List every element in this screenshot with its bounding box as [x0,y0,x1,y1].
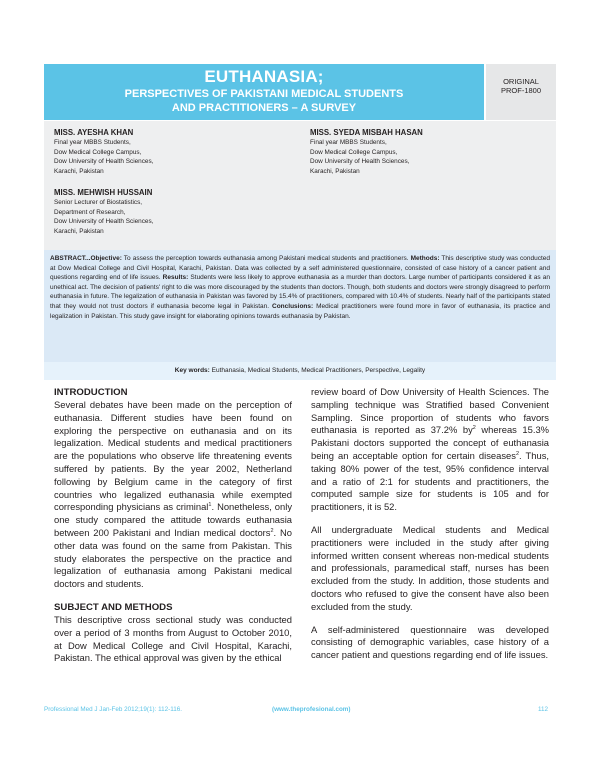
footer-website: (www.theprofesional.com) [272,706,351,713]
inclusion-paragraph: All undergraduate Medical students and Medical practitioners were included in the study after giving informed written consent whereas non-medical students and professionals, paramedical staff, nurses has been excluded from the study. In addition, those students and doctors who refused to give the consent have also been excluded from the study. [311,523,549,612]
author-affiliation-line: Karachi, Pakistan [54,167,104,175]
author-affiliation-line: Dow University of Health Sciences, [54,158,154,166]
abstract-label: ABSTRACT... [50,255,91,262]
author-name: MISS. MEHWISH HUSSAIN [54,188,153,197]
citation-ref: 2 [515,450,519,457]
author-name: MISS. SYEDA MISBAH HASAN [310,128,423,137]
methods-text: review board of Dow University of Health Sciences. The sampling technique was Stratified based Convenient Sampling. Since proportion of students who favors euthanasia is reported as 37.2% by [311,386,549,436]
introduction-paragraph [54,399,292,591]
article-subtitle-line-1: PERSPECTIVES OF PAKISTANI MEDICAL STUDENTS [124,88,404,100]
methods-paragraph: This descriptive cross sectional study was conducted over a period of 3 months from August to October 2010, at Dow Medical College and Civil Hospital, Karachi, Pakistan. The ethical approval was given by the ethical [54,613,292,664]
article-title-band [44,64,484,120]
author-affiliation-line: Karachi, Pakistan [54,227,104,235]
methods-text: whereas 15.3% Pakistani doctors supported the concept of euthanasia being an acceptable option for certain diseases [311,424,549,461]
results-label: Results: [162,274,189,282]
section-heading-introduction: INTRODUCTION [54,387,128,398]
keywords-text: Euthanasia, Medical Students, Medical Practitioners, Perspective, Legality [209,367,426,374]
author-block [54,187,153,236]
article-code: PROF-1800 [500,86,542,95]
citation-ref: 2 [270,527,274,534]
body-column-left [54,386,292,675]
author-affiliation-line: Dow University of Health Sciences, [310,158,410,166]
methods-continued-paragraph [311,386,549,514]
author-affiliation-line: Department of Research, [54,208,126,216]
article-type: ORIGINAL [503,77,539,86]
author-affiliation-line: Final year MBBS Students, [310,139,387,146]
page-number: 112 [538,706,549,713]
article-type-box [486,64,556,120]
citation-ref: 1 [208,502,212,509]
author-name: MISS. AYESHA KHAN [54,128,134,137]
citation-ref: 2 [472,425,476,432]
section-heading-methods: SUBJECT AND METHODS [54,601,173,613]
methods-text: . Thus, taking 80% power of the test, 95% confidence interval and a ratio of 2:1 for students and practitioners, the computed sample size for students is 105 and for practitioners, it is 52. [311,449,549,513]
abstract-results: Students were less likely to approve euthanasia as a murder than doctors. Large number of participants considered it as an unethical act. The decision of patients' right to die was more discouraged by the students than doctors. Though, both students and doctors were strongly disagreed to perform euthanasia in future. The legalization of euthanasia in Pakistan was favored by 15.4% of practitioners, compared with 10.4% of students. Nearly half of the participants stated that they would not trust doctors if euthanasia become legal in Pakistan. [50,274,550,310]
author-affiliation-line: Final year MBBS Students, [54,139,131,146]
keywords-label: Key words: [174,367,210,374]
abstract [44,250,556,362]
author-block [310,127,423,176]
intro-text: Several debates have been made on the perception of euthanasia. Different studies have been found on exploring the perspective on euthanasia and on its legalization. Medical students and medical practitioners are the populations who observe life threatening events suffered by patients. By the year 2002, Netherland following by Belgium came in the category of first countries who legalized euthanasia while exempted corresponding physicians as criminal [54,399,292,513]
author-affiliation-line: Karachi, Pakistan [310,167,360,175]
methods-label: Methods: [410,255,440,262]
author-affiliation-line: Dow University of Health Sciences, [54,218,154,226]
keywords-bar [44,362,556,380]
article-subtitle-line-2: AND PRACTITIONERS – A SURVEY [171,101,357,114]
author-affiliation-line: Dow Medical College Campus, [310,148,398,156]
author-affiliation-line: Dow Medical College Campus, [54,148,142,156]
questionnaire-paragraph: A self-administered questionnaire was developed consisting of demographic variables, case history of a cancer patient and questions regarding end of life issues. [311,623,549,661]
author-affiliation-line: Senior Lecturer of Biostatistics, [54,199,143,206]
authors-panel [44,121,556,250]
conclusions-label: Conclusions: [272,302,314,310]
body-column-right [311,386,549,672]
author-block [54,127,153,176]
abstract-conclusions: Medical practitioners were found more in favor of euthanasia, its practice and legalization in Pakistan. This study gave insight for elaborating opinions towards euthanasia by Pakistan. [50,302,550,320]
article-title: EUTHANASIA; [204,67,324,86]
abstract-methods: This descriptive study was conducted at Dow Medical College and Civil Hospital, Karachi, Pakistan. Data was collected by a self administered questionnaire, consisted of case history of a cancer patient and questions regarding end of life issues. [50,255,550,282]
abstract-objective: To assess the perception towards euthanasia among Pakistani medical students and practitioners. [121,255,411,262]
intro-text: . No other data was found on the same from Pakistan. This study elaborates the perspective on the practice and legalization of euthanasia among Pakistani medical doctors and students. [54,526,292,590]
objective-label: Objective: [90,255,122,262]
footer-citation: Professional Med J Jan-Feb 2012;19(1): 112-116. [44,706,183,713]
intro-text: . Nonetheless, only one study compared the attitude towards euthanasia between 200 Pakistani and Indian medical doctors [54,501,293,538]
